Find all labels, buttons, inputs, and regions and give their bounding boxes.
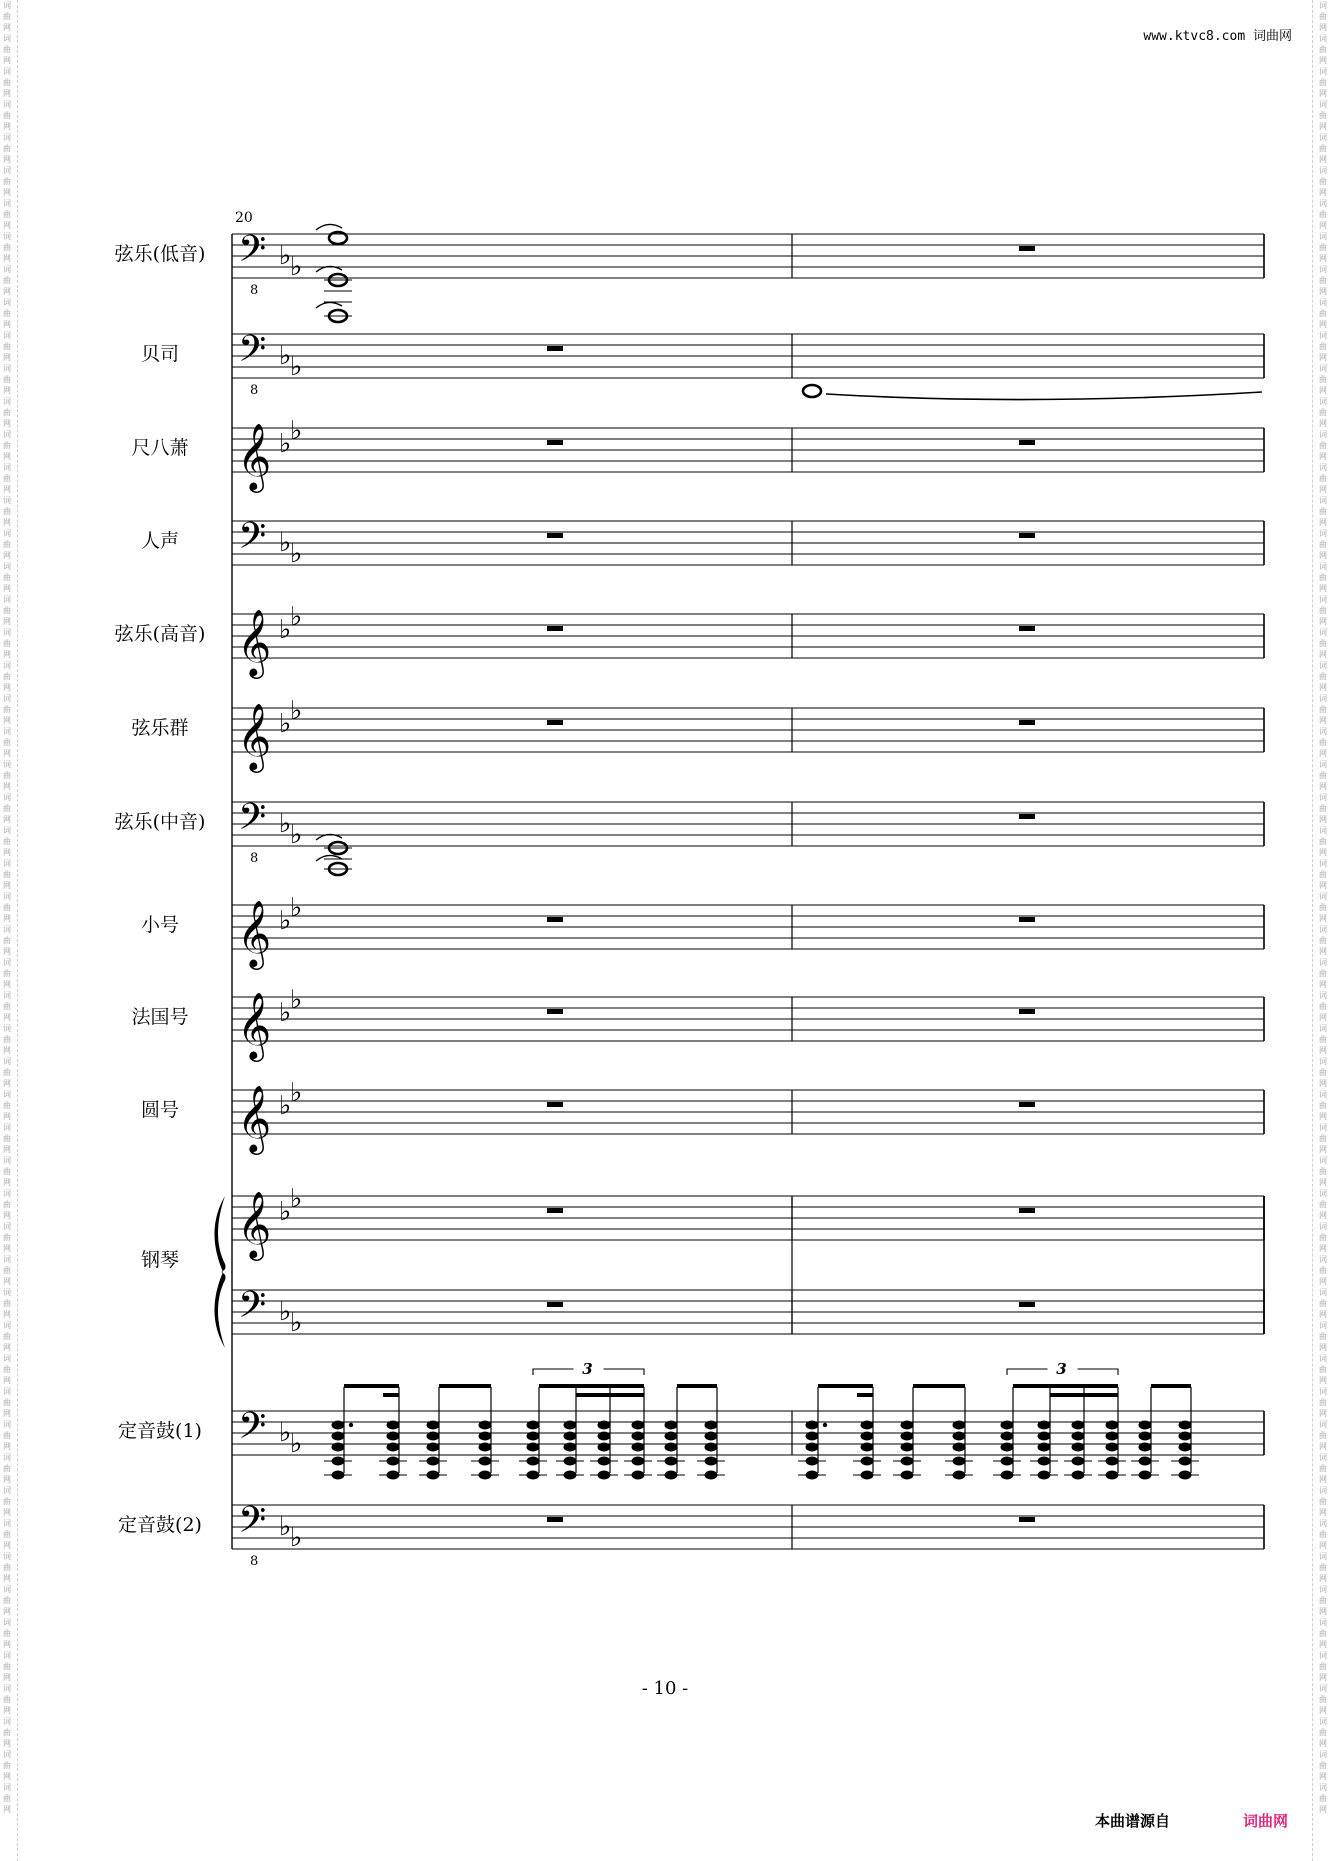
flat-sign: ♭ [290,985,303,1015]
timpani-note [1001,1421,1014,1430]
flat-sign: ♭ [279,241,292,271]
timpani-note [1038,1443,1051,1452]
timpani-note [1106,1443,1119,1452]
flat-sign: ♭ [290,416,303,446]
timpani-note [1106,1421,1119,1430]
instrument-label: 弦乐群 [131,717,189,739]
timpani-note [479,1421,492,1430]
instrument-label: 人声 [140,530,180,552]
timpani-note [1139,1443,1152,1452]
bass-clef: 𝄢 [238,1284,267,1335]
whole-rest [1019,814,1035,819]
bass-clef: 𝄢 [238,515,267,566]
timpani-note [527,1432,540,1441]
timpani-note [527,1421,540,1430]
whole-rest [1019,917,1035,922]
beam [1013,1384,1118,1388]
beam-16th [576,1393,644,1397]
dot [349,1423,353,1427]
instrument-label: 弦乐(低音) [114,243,206,265]
whole-rest [547,1009,563,1014]
timpani-note [806,1443,819,1452]
beam-16th [383,1393,399,1397]
instrument-label: 定音鼓(1) [118,1420,202,1442]
site-name[interactable]: 词曲网 [1252,29,1292,44]
flat-sign: ♭ [290,1184,303,1214]
timpani-note [527,1443,540,1452]
treble-clef: 𝄞 [237,608,272,676]
whole-rest [1019,1009,1035,1014]
whole-rest [1019,533,1035,538]
whole-rest [1019,1102,1035,1107]
flat-sign: ♭ [279,615,292,645]
treble-clef: 𝄞 [237,899,272,967]
timpani-note [806,1432,819,1441]
treble-clef: 𝄞 [237,1084,272,1152]
flat-sign: ♭ [290,539,303,569]
treble-clef: 𝄞 [237,1190,272,1258]
watermark-strip-left: 词曲网词曲网词曲网词曲网词曲网词曲网词曲网词曲网词曲网词曲网词曲网词曲网词曲网词曲网词曲网词曲网词曲网词曲网词曲网词曲网词曲网词曲网词曲网词曲网词曲网词曲网词曲网词曲网词曲网词曲网词曲网词曲网词曲网词曲网词曲网词曲网词曲网词曲网词曲网词曲网词曲网词曲网词曲网词曲网词曲网词曲网词曲网词曲网词曲网词曲网词曲网词曲网词曲网词曲网词曲网 [3,0,18,1861]
whole-rest [1019,1208,1035,1213]
tuplet-number: 3 [582,1360,593,1378]
timpani-note [901,1421,914,1430]
flat-sign: ♭ [279,1512,292,1542]
instrument-label: 法国号 [131,1006,189,1028]
timpani-note [705,1432,718,1441]
timpani-note [1072,1421,1085,1430]
flat-sign: ♭ [279,709,292,739]
timpani-note [332,1443,345,1452]
tie [316,302,342,308]
bass-clef: 𝄢 [238,1499,267,1550]
treble-clef: 𝄞 [237,422,272,490]
bass-clef: 𝄢 [238,228,267,279]
treble-clef: 𝄞 [237,991,272,1059]
whole-rest [547,1102,563,1107]
flat-sign: ♭ [290,252,303,282]
whole-rest [1019,626,1035,631]
flat-sign: ♭ [290,820,303,850]
treble-clef: 𝄞 [237,702,272,770]
source-brand[interactable]: 词曲网 [1243,1812,1289,1830]
octave-mark: 8 [250,1554,259,1569]
timpani-note [564,1443,577,1452]
timpani-note [665,1443,678,1452]
flat-sign: ♭ [290,1078,303,1108]
bass-clef: 𝄢 [238,796,267,847]
flat-sign: ♭ [290,352,303,382]
whole-rest [1019,720,1035,725]
instrument-label: 贝司 [140,343,180,365]
flat-sign: ♭ [279,809,292,839]
whole-rest [1019,1302,1035,1307]
flat-sign: ♭ [279,528,292,558]
beam-16th [1050,1393,1118,1397]
beam-16th [857,1393,873,1397]
timpani-note [332,1421,345,1430]
tie [316,855,342,861]
timpani-note [1179,1421,1192,1430]
whole-rest [547,1302,563,1307]
whole-rest [547,720,563,725]
timpani-note [564,1432,577,1441]
instrument-label: 圆号 [140,1099,180,1121]
timpani-note [1001,1432,1014,1441]
timpani-note [1139,1432,1152,1441]
flat-sign: ♭ [279,1418,292,1448]
flat-sign: ♭ [279,1091,292,1121]
watermark-strip-right: 词曲网词曲网词曲网词曲网词曲网词曲网词曲网词曲网词曲网词曲网词曲网词曲网词曲网词曲网词曲网词曲网词曲网词曲网词曲网词曲网词曲网词曲网词曲网词曲网词曲网词曲网词曲网词曲网词曲网词曲网词曲网词曲网词曲网词曲网词曲网词曲网词曲网词曲网词曲网词曲网词曲网词曲网词曲网词曲网词曲网词曲网词曲网词曲网词曲网词曲网词曲网词曲网词曲网词曲网词曲网 [1312,0,1327,1861]
timpani-note [632,1432,645,1441]
beam [1151,1384,1191,1388]
timpani-note [427,1421,440,1430]
instrument-label: 弦乐(高音) [114,623,206,645]
flat-sign: ♭ [279,1197,292,1227]
octave-mark: 8 [250,283,259,298]
timpani-note [901,1432,914,1441]
whole-rest [547,1517,563,1522]
timpani-note [479,1432,492,1441]
timpani-note [332,1432,345,1441]
timpani-note [387,1432,400,1441]
octave-mark: 8 [250,851,259,866]
instrument-label: 尺八萧 [131,437,189,459]
flat-sign: ♭ [290,602,303,632]
timpani-note [632,1421,645,1430]
long-tie [826,392,1262,400]
timpani-note [1072,1432,1085,1441]
beam [677,1384,717,1388]
timpani-note [1001,1443,1014,1452]
whole-rest [1019,440,1035,445]
whole-rest [547,346,563,351]
tuplet-number: 3 [1056,1360,1067,1378]
whole-rest [547,1208,563,1213]
whole-rest [1019,1517,1035,1522]
octave-mark: 8 [250,383,259,398]
timpani-note [1038,1432,1051,1441]
timpani-note [598,1432,611,1441]
bass-clef: 𝄢 [238,1405,267,1456]
timpani-note [1038,1421,1051,1430]
whole-rest [547,533,563,538]
flat-sign: ♭ [290,1429,303,1459]
flat-sign: ♭ [279,341,292,371]
flat-sign: ♭ [290,1523,303,1553]
bass-clef: 𝄢 [238,328,267,379]
flat-sign: ♭ [290,696,303,726]
whole-rest [547,917,563,922]
timpani-note [598,1443,611,1452]
beam [539,1384,644,1388]
whole-note [803,385,821,397]
whole-rest [547,440,563,445]
timpani-note [598,1421,611,1430]
source-label: 本曲谱源自 [1095,1812,1171,1830]
timpani-note [1179,1432,1192,1441]
timpani-note [1072,1443,1085,1452]
beam [439,1384,491,1388]
timpani-note [632,1443,645,1452]
timpani-note [953,1443,966,1452]
timpani-note [387,1421,400,1430]
timpani-note [479,1443,492,1452]
staff-systems [115,224,1264,1569]
piano-brace [214,1196,225,1348]
instrument-label: 弦乐(中音) [114,811,206,833]
measure-number: 20 [235,210,253,226]
timpani-note [953,1421,966,1430]
timpani-note [387,1443,400,1452]
timpani-note [861,1432,874,1441]
site-url[interactable]: www.ktvc8.com [1143,29,1246,44]
flat-sign: ♭ [279,998,292,1028]
timpani-note [1106,1432,1119,1441]
beam [344,1384,399,1388]
whole-rest [1019,246,1035,251]
timpani-note [665,1421,678,1430]
instrument-label: 定音鼓(2) [118,1514,202,1536]
tie [316,224,342,230]
beam [818,1384,873,1388]
flat-sign: ♭ [290,893,303,923]
timpani-note [564,1421,577,1430]
timpani-note [1139,1421,1152,1430]
timpani-note [861,1443,874,1452]
dot [823,1423,827,1427]
timpani-note [705,1421,718,1430]
whole-rest [547,626,563,631]
beam [913,1384,965,1388]
timpani-note [953,1432,966,1441]
timpani-note [427,1432,440,1441]
flat-sign: ♭ [290,1308,303,1338]
timpani-note [427,1443,440,1452]
instrument-label: 小号 [140,914,180,936]
timpani-note [705,1443,718,1452]
flat-sign: ♭ [279,906,292,936]
flat-sign: ♭ [279,1297,292,1327]
timpani-note [861,1421,874,1430]
instrument-label: 钢琴 [140,1249,180,1271]
timpani-note [806,1421,819,1430]
flat-sign: ♭ [279,429,292,459]
timpani-note [901,1443,914,1452]
timpani-note [665,1432,678,1441]
page-number: - 10 - [641,1678,689,1699]
timpani-note [1179,1443,1192,1452]
